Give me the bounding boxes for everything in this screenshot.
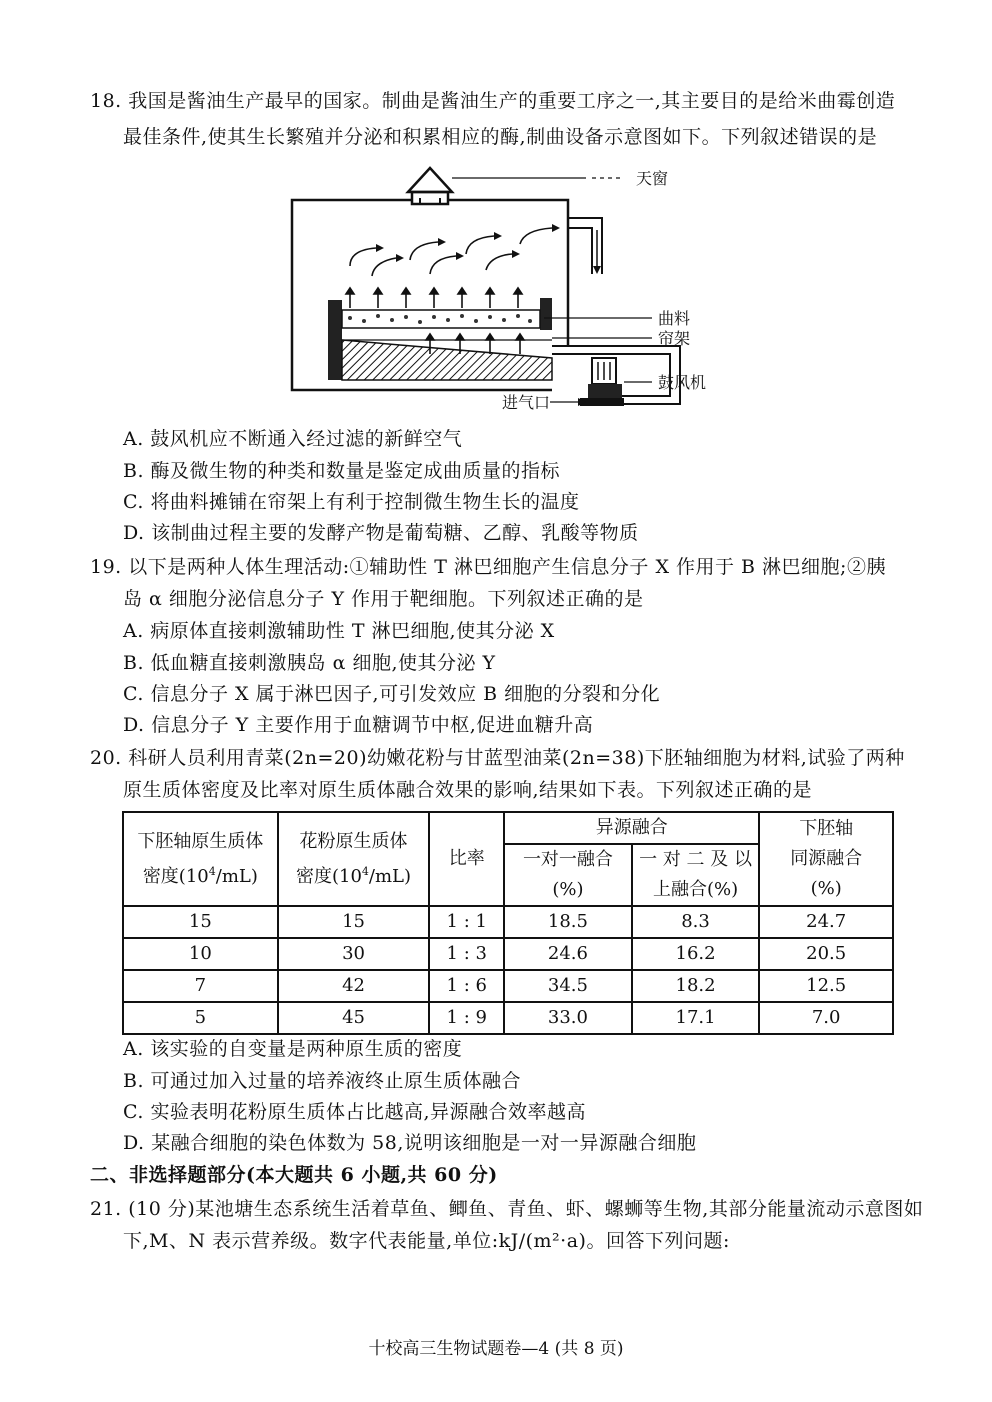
q21-stem-line1: 21. (10 分)某池塘生态系统生活着草鱼、鲫鱼、青鱼、虾、螺蛳等生物,其部分能量流动示意图如 — [90, 1198, 924, 1220]
q18-option-b[interactable]: B. 酶及微生物的种类和数量是鉴定成曲质量的指标 — [123, 460, 561, 482]
koji-texture — [348, 314, 532, 324]
label-air-inlet: 进气口 — [502, 393, 551, 412]
page-footer: 十校高三生物试题卷—4 (共 8 页) — [368, 1339, 624, 1359]
q19-option-a[interactable]: A. 病原体直接刺激辅助性 T 淋巴细胞,使其分泌 X — [123, 620, 555, 642]
q20-option-a[interactable]: A. 该实验的自变量是两种原生质的密度 — [123, 1038, 463, 1060]
q19-option-c[interactable]: C. 信息分子 X 属于淋巴因子,可引发效应 B 细胞的分裂和分化 — [123, 683, 661, 705]
table-row: 7 42 1 : 6 34.5 18.2 12.5 — [123, 970, 893, 1002]
q18-option-d[interactable]: D. 该制曲过程主要的发酵产物是葡萄糖、乙醇、乳酸等物质 — [123, 522, 639, 544]
header-hypocotyl-density: 下胚轴原生质体 密度$(10^4/mL)$ — [123, 812, 278, 906]
q18-option-a[interactable]: A. 鼓风机应不断通入经过滤的新鲜空气 — [123, 428, 463, 450]
q19-option-d[interactable]: D. 信息分子 Y 主要作用于血糖调节中枢,促进血糖升高 — [123, 714, 594, 736]
table-row: 15 15 1 : 1 18.5 8.3 24.7 — [123, 906, 893, 938]
protoplast-fusion-table — [122, 811, 894, 1035]
label-skylight: 天窗 — [636, 169, 669, 188]
q19-stem-line2: 岛 α 细胞分泌信息分子 Y 作用于靶细胞。下列叙述正确的是 — [123, 588, 644, 610]
label-koji: 曲料 — [658, 309, 691, 328]
q20-stem-line2: 原生质体密度及比率对原生质体融合效果的影响,结果如下表。下列叙述正确的是 — [123, 779, 813, 801]
q20-option-b[interactable]: B. 可通过加入过量的培养液终止原生质体融合 — [123, 1070, 522, 1092]
table-row: 10 30 1 : 3 24.6 16.2 20.5 — [123, 938, 893, 970]
label-rack: 帘架 — [658, 329, 691, 348]
header-ratio: 比率 — [429, 812, 504, 906]
section-heading: 二、非选择题部分(本大题共 6 小题,共 60 分) — [90, 1164, 498, 1186]
q19-option-b[interactable]: B. 低血糖直接刺激胰岛 α 细胞,使其分泌 Y — [123, 652, 496, 674]
q18-option-c[interactable]: C. 将曲料摊铺在帘架上有利于控制微生物生长的温度 — [123, 491, 580, 513]
q19-stem-line1: 19. 以下是两种人体生理活动:①辅助性 T 淋巴细胞产生信息分子 X 作用于 B 淋巴细胞;②胰 — [90, 556, 886, 578]
q20-stem-line1: 20. 科研人员利用青菜(2n=20)幼嫩花粉与甘蓝型油菜(2n=38)下胚轴细胞为材料,试验了两种 — [90, 747, 905, 769]
header-one-to-one: 一对一融合 (%) — [504, 844, 632, 906]
koji-making-apparatus-diagram — [280, 158, 740, 416]
q18-stem-line2: 最佳条件,使其生长繁殖并分泌和积累相应的酶,制曲设备示意图如下。下列叙述错误的是 — [123, 126, 878, 148]
q21-stem-line2: 下,M、N 表示营养级。数字代表能量,单位:kJ/(m²·a)。回答下列问题: — [123, 1230, 730, 1252]
header-hetero-fusion: 异源融合 — [504, 812, 759, 844]
q20-option-d[interactable]: D. 某融合细胞的染色体数为 58,说明该细胞是一对一异源融合细胞 — [123, 1132, 697, 1154]
header-homo-fusion: 下胚轴 同源融合 (%) — [759, 812, 893, 906]
header-pollen-density: 花粉原生质体 密度$(10^4/mL)$ — [278, 812, 430, 906]
q18-stem-line1: 18. 我国是酱油生产最早的国家。制曲是酱油生产的重要工序之一,其主要目的是给米曲霉创造 — [90, 90, 896, 112]
label-blower: 鼓风机 — [658, 373, 707, 392]
table-row: 5 45 1 : 9 33.0 17.1 7.0 — [123, 1002, 893, 1034]
q20-option-c[interactable]: C. 实验表明花粉原生质体占比越高,异源融合效率越高 — [123, 1101, 586, 1123]
header-one-to-two-plus: 一 对 二 及 以 上融合(%) — [632, 844, 760, 906]
